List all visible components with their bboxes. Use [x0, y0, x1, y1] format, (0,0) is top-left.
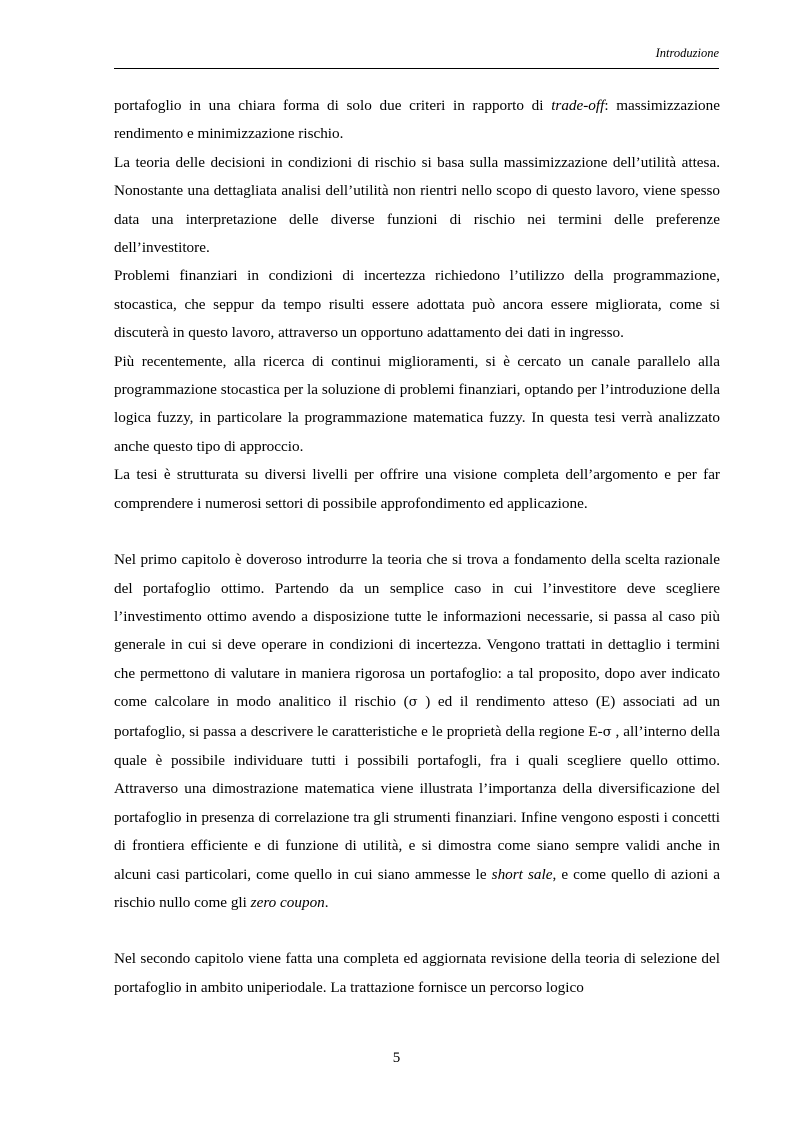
paragraph-6-text-b: ) ed il rendimento atteso (E) associati ad un portafoglio, si passa a descrivere le caratteristiche e le proprietà della regione E- — [114, 693, 721, 740]
paragraph-1-text-a: portafoglio in una chiara forma di solo due criteri in rapporto di — [114, 97, 552, 114]
paragraph-1 — [114, 92, 720, 149]
page-header — [114, 44, 719, 69]
paragraph-6-text-d: , e come quello di azioni a rischio nullo come gli — [114, 865, 720, 911]
paragraph-1-emphasis: trade-off — [551, 97, 605, 114]
paragraph-3: Problemi finanziari in condizioni di incertezza richiedono l’utilizzo della programmazione, stocastica, che seppur da tempo risulti essere adottata può ancora essere migliorata, come si discuterà in questo lavoro, attraverso un opportuno adattamento dei dati in ingresso. — [114, 267, 720, 342]
sigma-symbol: σ — [602, 724, 612, 740]
paragraph-6-emphasis-zero-coupon: zero coupon — [250, 893, 325, 911]
paragraph-2: La teoria delle decisioni in condizioni di rischio si basa sulla massimizzazione dell’utilità attesa. Nonostante una dettagliata analisi dell’utilità non rientri nello scopo di questo lavoro, viene spesso data una interpretazione delle diverse funzioni di rischio nei termini delle preferenze dell’investitore. — [114, 153, 720, 257]
paragraph-gap — [114, 518, 720, 546]
paragraph-6-text-c: , all’interno della quale è possibile individuare tutti i possibili portafogli, fra i quali scegliere quello ottimo. Attraverso una dimostrazione matematica viene illustrata l’importanza della diversificazione del portafoglio in presenza di correlazione tra gli strumenti finanziari. Infine vengono esposti i concetti di frontiera efficiente e di funzione di utilità, e si dimostra come siano sempre validi anche in alcuni casi particolari, come quello in cui siano ammesse le — [114, 722, 720, 883]
paragraph-6-text-a: Nel primo capitolo è doveroso introdurre la teoria che si trova a fondamento della scelta razionale del portafoglio ottimo. Partendo da un semplice caso in cui l’investitore deve scegliere l’investimento ottimo avendo a disposizione tutte le informazioni necessarie, si passa al caso più generale in cui si deve operare in condizioni di incertezza. Vengono trattati in dettaglio i termini che permettono di valutare in maniera rigorosa un portafoglio: a tal proposito, dopo aver indicato come calcolare in modo analitico il rischio ( — [114, 551, 720, 711]
paragraph-1-text-b: : massimizzazione rendimento e minimizzazione rischio. — [114, 97, 720, 143]
paragraph-4: Più recentemente, alla ricerca di continui miglioramenti, si è cercato un canale parallelo alla programmazione stocastica per la soluzione di problemi finanziari, optando per l’introduzione della logica fuzzy, in particolare la programmazione matematica fuzzy. In questa tesi verrà analizzato anche questo tipo di approccio. — [114, 352, 720, 455]
paragraph-7: Nel secondo capitolo viene fatta una completa ed aggiornata revisione della teoria di selezione del portafoglio in ambito uniperiodale. La trattazione fornisce un percorso logico — [114, 950, 720, 996]
paragraph-5: La tesi è strutturata su diversi livelli per offrire una visione completa dell’argomento e per far comprendere i numerosi settori di possibile approfondimento ed applicazione. — [114, 466, 720, 512]
body-text — [114, 92, 720, 1002]
page-number: 5 — [392, 1050, 401, 1066]
paragraph-6-text-e: . — [324, 893, 329, 911]
paragraph-6-emphasis-short-sale: short sale — [491, 865, 553, 883]
sigma-symbol: σ — [408, 695, 418, 711]
header-title: Introduzione — [655, 46, 719, 60]
paragraph-gap — [114, 917, 720, 945]
paragraph-6 — [114, 546, 720, 917]
